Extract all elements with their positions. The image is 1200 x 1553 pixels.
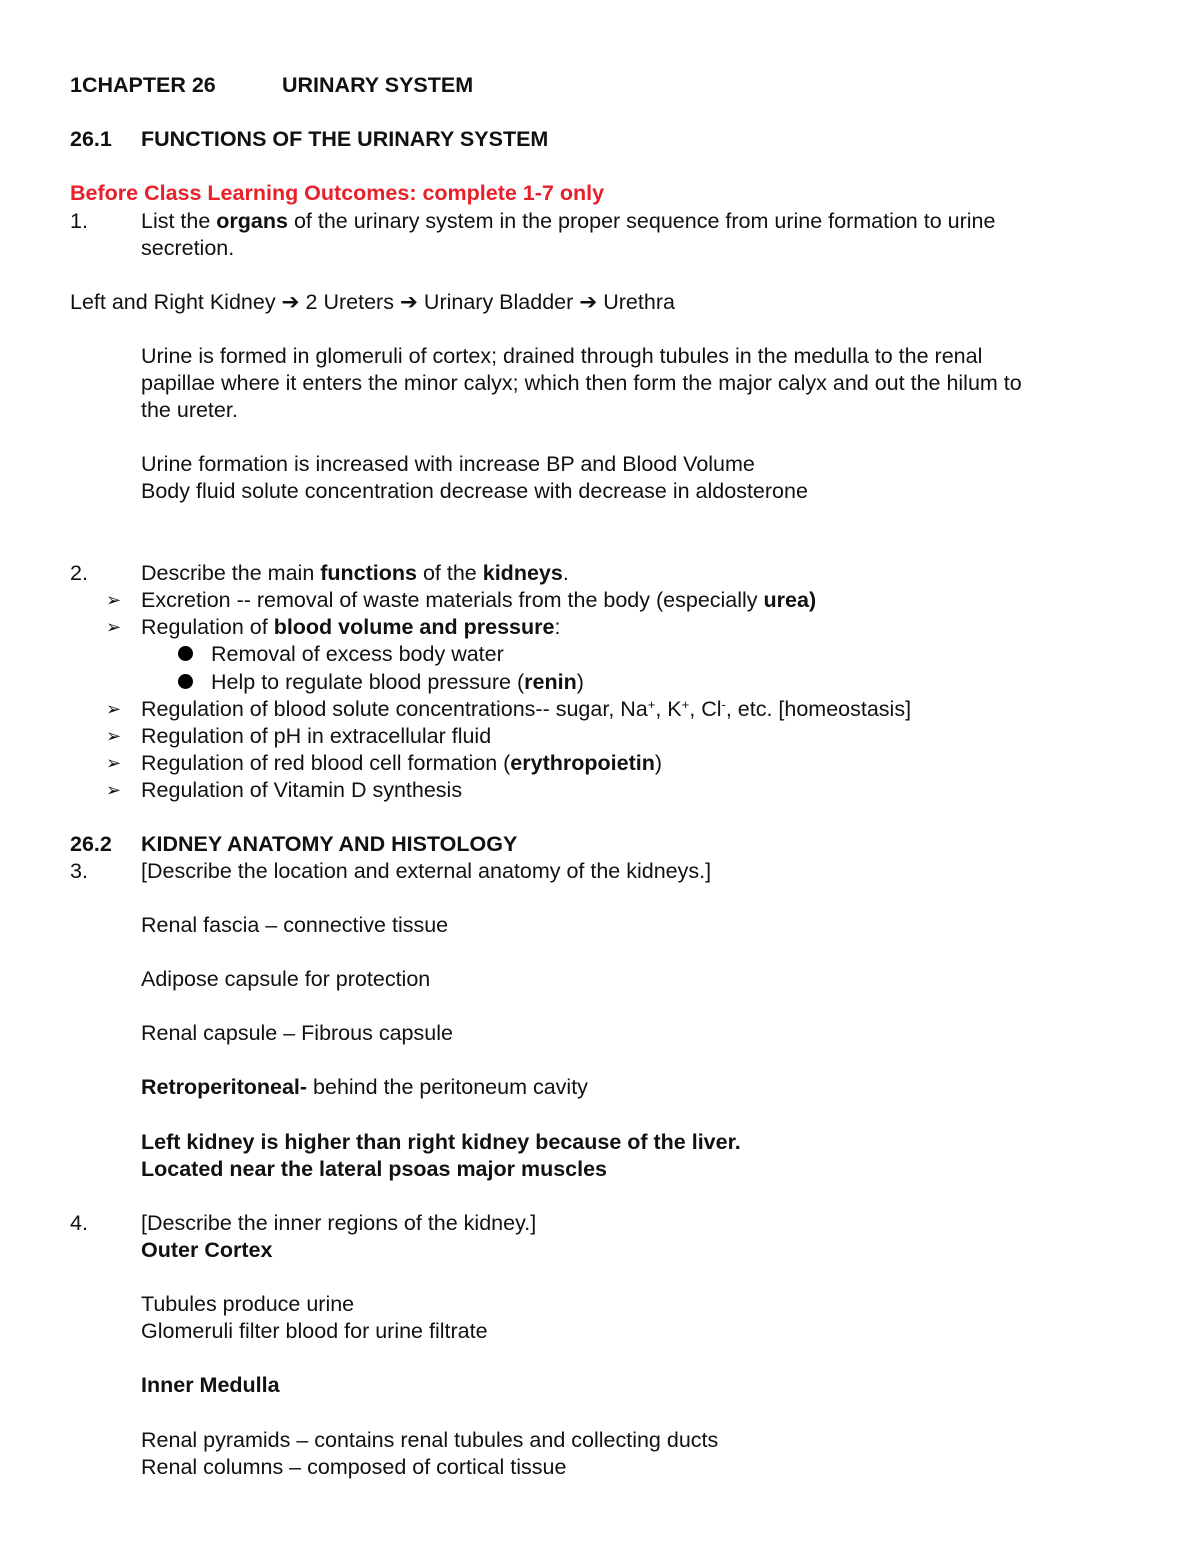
dot-bullet-icon (178, 646, 193, 661)
organ-sequence: Left and Right Kidney ➔ 2 Ureters ➔ Urinary Bladder ➔ Urethra (70, 290, 675, 314)
arrow-bullet-icon: ➢ (106, 780, 122, 800)
q3-number: 3. (70, 859, 88, 883)
sub-item: Removal of excess body water (211, 642, 504, 666)
section-26-2-number: 26.2 (70, 832, 112, 856)
outcomes-heading: Before Class Learning Outcomes: complete 1-7 only (70, 181, 605, 205)
q3-line: Adipose capsule for protection (141, 967, 431, 991)
function-item: Regulation of Vitamin D synthesis (141, 778, 463, 802)
arrow-bullet-icon: ➢ (106, 617, 122, 637)
q3-line: Renal capsule – Fibrous capsule (141, 1021, 453, 1045)
q3-line: Retroperitoneal- behind the peritoneum cavity (141, 1075, 588, 1099)
q4-number: 4. (70, 1211, 88, 1235)
q1-note: Body fluid solute concentration decrease with decrease in aldosterone (141, 479, 808, 503)
q3-text: [Describe the location and external anatomy of the kidneys.] (141, 859, 712, 883)
q2-text: Describe the main functions of the kidneys. (141, 561, 569, 585)
q1-number: 1. (70, 209, 88, 233)
q2-number: 2. (70, 561, 88, 585)
q1-note: Urine formation is increased with increase BP and Blood Volume (141, 452, 755, 476)
q4-line: Renal columns – composed of cortical tissue (141, 1455, 567, 1479)
function-item: Excretion -- removal of waste materials from the body (especially urea) (141, 588, 817, 612)
q3-line: Renal fascia – connective tissue (141, 913, 449, 937)
arrow-bullet-icon: ➢ (106, 590, 122, 610)
function-item: Regulation of blood solute concentrations-- sugar, Na+, K+, Cl-, etc. [homeostasis] (141, 697, 912, 721)
chapter-title: URINARY SYSTEM (282, 73, 474, 97)
q4-line: Tubules produce urine (141, 1292, 355, 1316)
q1-para-line: the ureter. (141, 398, 238, 422)
q4-line: Glomeruli filter blood for urine filtrate (141, 1319, 488, 1343)
arrow-bullet-icon: ➢ (106, 699, 122, 719)
outer-cortex-heading: Outer Cortex (141, 1238, 273, 1262)
section-26-1-number: 26.1 (70, 127, 112, 151)
function-item: Regulation of blood volume and pressure: (141, 615, 561, 639)
section-26-2-title: KIDNEY ANATOMY AND HISTOLOGY (141, 832, 518, 856)
q1-text: List the organs of the urinary system in the proper sequence from urine formation to urine (141, 209, 996, 233)
q4-text: [Describe the inner regions of the kidney.] (141, 1211, 537, 1235)
arrow-bullet-icon: ➢ (106, 726, 122, 746)
q3-line: Left kidney is higher than right kidney because of the liver. (141, 1130, 741, 1154)
function-item: Regulation of pH in extracellular fluid (141, 724, 492, 748)
section-26-1-title: FUNCTIONS OF THE URINARY SYSTEM (141, 127, 549, 151)
q4-line: Renal pyramids – contains renal tubules and collecting ducts (141, 1428, 719, 1452)
q3-line: Located near the lateral psoas major muscles (141, 1157, 608, 1181)
dot-bullet-icon (178, 674, 193, 689)
q1-para-line: papillae where it enters the minor calyx; which then form the major calyx and out the hilum to (141, 371, 1022, 395)
arrow-bullet-icon: ➢ (106, 753, 122, 773)
sub-item: Help to regulate blood pressure (renin) (211, 670, 584, 694)
chapter-number: 1CHAPTER 26 (70, 73, 216, 97)
q1-text-cont: secretion. (141, 236, 235, 260)
q1-para-line: Urine is formed in glomeruli of cortex; drained through tubules in the medulla to the renal (141, 344, 983, 368)
inner-medulla-heading: Inner Medulla (141, 1373, 280, 1397)
function-item: Regulation of red blood cell formation (erythropoietin) (141, 751, 663, 775)
